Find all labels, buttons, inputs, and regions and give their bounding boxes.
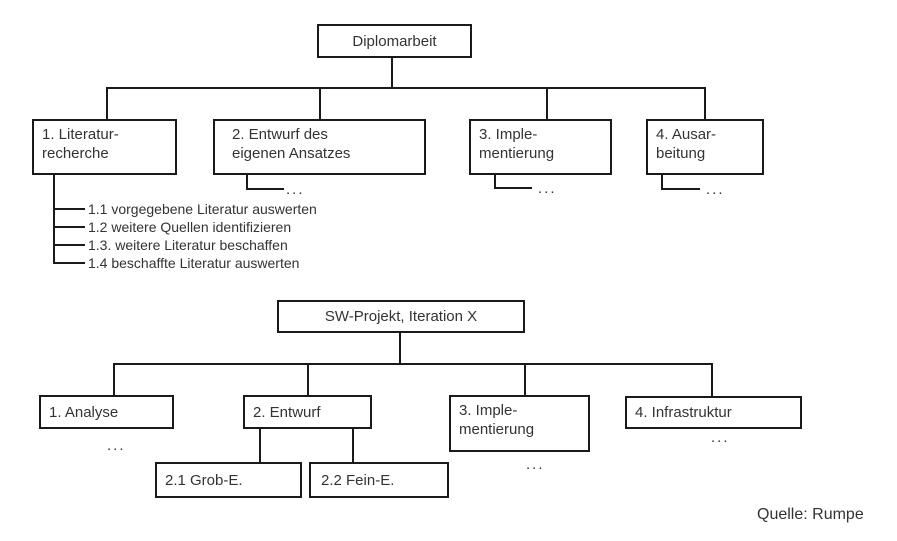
- tree1-node-1-label-line2: recherche: [42, 145, 109, 162]
- tree1-node-1-spine-line: [53, 174, 55, 264]
- tree1-root-box: [317, 24, 472, 58]
- tree2-node-1-box: [39, 395, 174, 429]
- tree2-node-3-label-line1: 3. Imple-: [459, 402, 518, 419]
- tree1-subitem-tick-4: [53, 262, 85, 264]
- tree2-root-label: SW-Projekt, Iteration X: [324, 308, 478, 325]
- tree1-drop-line-1: [106, 87, 108, 119]
- tree1-subitem-tick-1: [53, 208, 85, 210]
- tree1-node-1-box: [32, 119, 177, 175]
- tree1-root-label: Diplomarbeit: [352, 32, 437, 50]
- tree2-subbox-1: [155, 462, 302, 498]
- tree2-node-1-ellipsis: ...: [107, 437, 126, 454]
- tree1-node-4-stub-hline: [661, 188, 700, 190]
- tree2-subbox-1-label: 2.1 Grob-E.: [165, 471, 243, 489]
- tree2-node-3-box: [449, 395, 590, 452]
- tree1-node-1-label-line1: 1. Literatur-: [42, 126, 119, 143]
- tree1-node-4-label-line1: 4. Ausar-: [656, 126, 717, 143]
- tree2-drop-line-1: [113, 363, 115, 396]
- tree1-node-3-label-line1: 3. Imple-: [479, 126, 538, 143]
- tree1-subitem-tick-2: [53, 226, 85, 228]
- tree1-subitem-1: 1.1 vorgegebene Literatur auswerten: [88, 201, 317, 217]
- tree1-node-4-label-line2: beitung: [656, 145, 706, 162]
- tree2-subbox-2: [309, 462, 449, 498]
- tree1-node-3-stub-hline: [494, 187, 532, 189]
- tree1-subitem-2: 1.2 weitere Quellen identifizieren: [88, 219, 292, 235]
- source-credit: Quelle: Rumpe: [757, 506, 864, 523]
- tree1-subitem-tick-3: [53, 244, 85, 246]
- tree1-root-drop-line: [391, 57, 393, 88]
- tree1-drop-line-3: [546, 87, 548, 119]
- tree2-node-2-box: [243, 395, 372, 429]
- tree2-connector-line: [113, 363, 713, 365]
- tree2-drop-line-3: [524, 363, 526, 396]
- tree2-drop-line-2: [307, 363, 309, 396]
- tree1-node-2-stub-hline: [246, 188, 284, 190]
- tree2-root-box: [277, 300, 525, 333]
- tree2-subbox-1-drop-line: [259, 428, 261, 463]
- tree2-node-4-label: 4. Infrastruktur: [635, 404, 732, 421]
- tree2-node-4-box: [625, 396, 802, 429]
- tree2-node-1-label: 1. Analyse: [49, 403, 119, 421]
- tree1-node-2-ellipsis: ...: [286, 181, 305, 198]
- tree1-node-2-label-line1: 2. Entwurf des: [232, 126, 328, 143]
- tree1-node-3-ellipsis: ...: [538, 180, 557, 197]
- tree2-root-drop-line: [399, 332, 401, 364]
- tree1-node-3-box: [469, 119, 612, 175]
- tree1-subitem-4: 1.4 beschaffte Literatur auswerten: [88, 255, 300, 271]
- tree1-subitem-3: 1.3. weitere Literatur beschaffen: [88, 237, 288, 253]
- tree2-node-2-label: 2. Entwurf: [253, 403, 321, 421]
- tree2-drop-line-4: [711, 363, 713, 397]
- tree1-drop-line-2: [319, 87, 321, 119]
- tree1-drop-line-4: [704, 87, 706, 119]
- tree1-node-3-label-line2: mentierung: [479, 145, 555, 162]
- tree1-node-2-label-line2: eigenen Ansatzes: [232, 145, 351, 162]
- tree1-node-4-ellipsis: ...: [706, 181, 725, 198]
- tree2-subbox-2-label: 2.2 Fein-E.: [321, 471, 395, 489]
- tree2-subbox-2-drop-line: [352, 428, 354, 463]
- tree1-node-4-box: [646, 119, 764, 175]
- tree1-node-2-box: [213, 119, 426, 175]
- tree2-node-3-ellipsis: ...: [526, 456, 545, 473]
- tree2-node-3-label-line2: mentierung: [459, 421, 535, 438]
- tree2-node-4-ellipsis: ...: [711, 429, 730, 446]
- tree1-connector-line: [106, 87, 706, 89]
